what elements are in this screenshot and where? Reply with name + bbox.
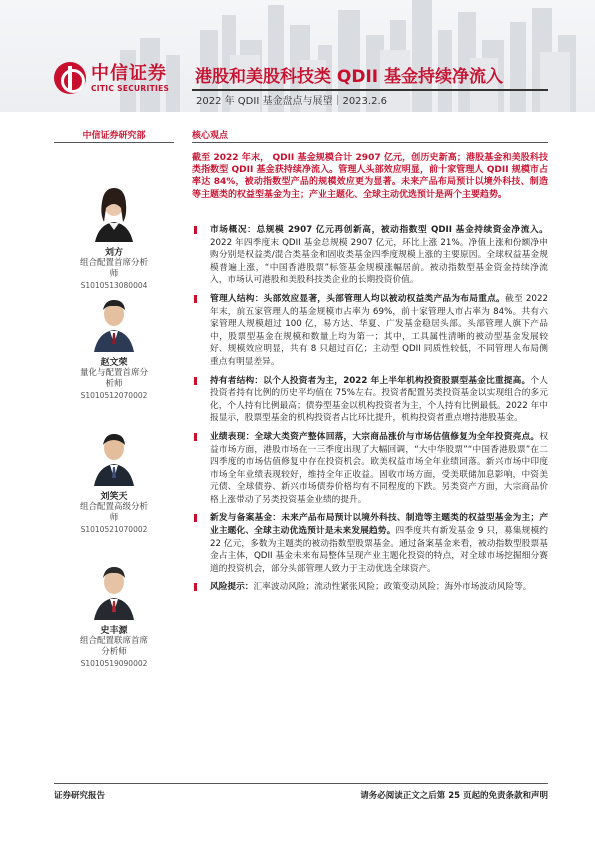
footer-report-type: 证券研究报告 [54,791,106,801]
analyst-title: 分析师 [101,647,127,657]
key-point-body: 四季度共有新发基金 9 只，募集规模约 22 亿元，多数为主题类的被动指数型股票基金。通过备案基金来看，被动指数型股票基金占主体，QDII 基金未来布局整体呈现产业主题化投资的特点，对全球市场挖掘细分赛道的投资机会，部分头部管理人致力于主动优选全球资产。 [210,526,548,574]
analyst-title: 组合配置高级分析 [79,502,148,512]
analyst-name: 刘方 [104,248,123,258]
analyst-cert-number: S1010513080004 [80,281,148,290]
key-point-lead: 新发与备案基金：未来产品布局预计以境外科技、制造等主题类的权益型基金为主；产业主题化、全球主动优选预计是未来发展趋势。 [210,513,548,537]
analyst-card [54,292,174,400]
footer-divider [54,783,548,784]
analyst-photo [91,182,137,242]
analyst-title: 析师 [105,379,123,389]
left-header-divider [54,142,174,143]
bullet-marker [194,377,197,385]
key-point-body: 权益市场方面，港股市场在一三季度出现了大幅回调，“大中华股票”“中国香港股票”在二四季度的市场估值修复中存在投资机会。欧美权益市场全年业绩回落。新兴市场中印度市场全年业绩表现较好，维持全年正收益。固收市场方面，受美联储加息影响，中资美元债、全球债券、新兴市场债券价格均有不同程度的下跌。另类资产方面，大宗商品价格上涨带动了另类投资基金业绩的提升。 [210,431,548,505]
key-point [192,224,548,287]
analyst-title: 组合配置首席分析 [79,258,148,268]
key-point-body: 2022 年四季度末 QDII 基金总规模 2907 亿元，环比上涨 21%。净值上涨和份额净申购分别是权益类/混合类基金和固收类基金四季度规模上涨的主要原因。全球权益基金规模普遍上涨，“中国香港股票”标签基金规模涨幅居前。被动指数型基金资金持续净流入，市场认可港股和美股科技类企业的长期投资价值。 [210,237,548,286]
bullet-marker [194,295,197,303]
brand-name-en: CITIC SECURITIES [91,83,170,93]
analyst-title: 量化与配置首席分 [79,368,148,378]
key-point-lead: 市场概况：总规模 2907 亿元再创新高，被动指数型 QDII 基金持续资金净流入。 [210,225,548,235]
analyst-name: 史丰源 [100,626,128,636]
analyst-photo [91,560,137,620]
analyst-name: 刘笑天 [100,492,128,502]
core-views-divider [192,142,548,143]
report-header [0,0,595,112]
key-point [192,581,548,594]
key-point-body: 截至 2022 年末，前五家管理人的基金规模市占率为 69%，前十家管理人市占率为 84%。共有六家管理人规模超过 100 亿，易方达、华夏、广发基金稳居头部。头部管理人旗下产品中，股票型基金在规模和数量上均为第一；其中，工具属性清晰的被动型基金发展较好、规模效应明显，共有 8 只超过百亿；主动型 QDII 同质性较低，不同管理人布局侧重点有明显差异。 [210,293,549,367]
analyst-cert-number: S1010519090002 [80,659,148,668]
report-subtitle: 2022 年 QDII 基金盘点与展望｜2023.2.6 [196,96,387,107]
key-point-body: 个人投资者持有比例的历史平均值在 75%左右。投资者配置另类投资基金以实现组合的多元化，个人持有比例最高；债券型基金以机构投资者为主，个人持有比例最低。2022 年中报显示，股票型基金的机构投资者占比环比提升，机构投资者重点增持港股基金。 [210,375,548,424]
analyst-card [54,426,174,534]
brand-name-cn: 中信证券 [91,62,167,84]
analyst-name: 赵文荣 [100,358,128,368]
bullet-marker [194,433,197,441]
analyst-cert-number: S1010521070002 [80,525,148,534]
analyst-card [54,560,174,668]
analyst-card [54,182,174,290]
key-point-lead: 业绩表现：全球大类资产整体回落，大宗商品涨价与市场估值修复为全年投资亮点。 [210,431,540,442]
report-title: 港股和美股科技类 QDII 基金持续净流入 [195,67,504,87]
research-dept-label: 中信证券研究部 [82,131,146,141]
analyst-photo [91,426,137,486]
key-point [192,512,548,575]
title-divider [192,89,548,91]
bullet-marker [194,514,197,522]
key-point-lead: 持有者结构：以个人投资者为主，2022 年上半年机构投资股票型基金比重提高。 [210,375,531,386]
analyst-title: 师 [109,513,119,523]
research-dept-header [54,128,174,141]
core-views-header: 核心观点 [192,131,229,141]
analyst-photo [91,292,137,352]
analyst-cert-number: S1010512070002 [80,391,148,400]
key-point [192,375,548,425]
key-point-lead: 风险提示： [210,582,254,593]
bullet-marker [194,583,197,591]
executive-summary: 截至 2022 年末， QDII 基金规模合计 2907 亿元，创历史新高；港股基金和美股科技类指数型 QDII 基金获持续净流入。管理人头部效应明显，前十家管理人 QDII 规模市占率达 84%，被动指数型产品的规模效应更为显著。未来产品布局预计以境外科技、制造等主题类的权益型基金为主；产业主题化、全球主动优选预计是两个主要趋势。 [192,153,548,200]
key-point-body: 汇率波动风险；流动性紧张风险；政策变动风险；海外市场波动风险等。 [253,582,532,593]
key-point [192,431,548,507]
analyst-title: 组合配置联席首席 [79,636,148,646]
key-point-lead: 管理人结构：头部效应显著，头部管理人均以被动权益类产品为布局重点。 [210,293,505,304]
key-points-list [192,224,548,600]
footer-disclaimer-note: 请务必阅读正文之后第 25 页起的免责条款和声明 [360,791,548,801]
bullet-marker [194,226,197,234]
citic-logo-mark [54,62,86,94]
key-point [192,293,548,369]
citic-logo [54,62,169,94]
analyst-title: 师 [109,269,119,279]
